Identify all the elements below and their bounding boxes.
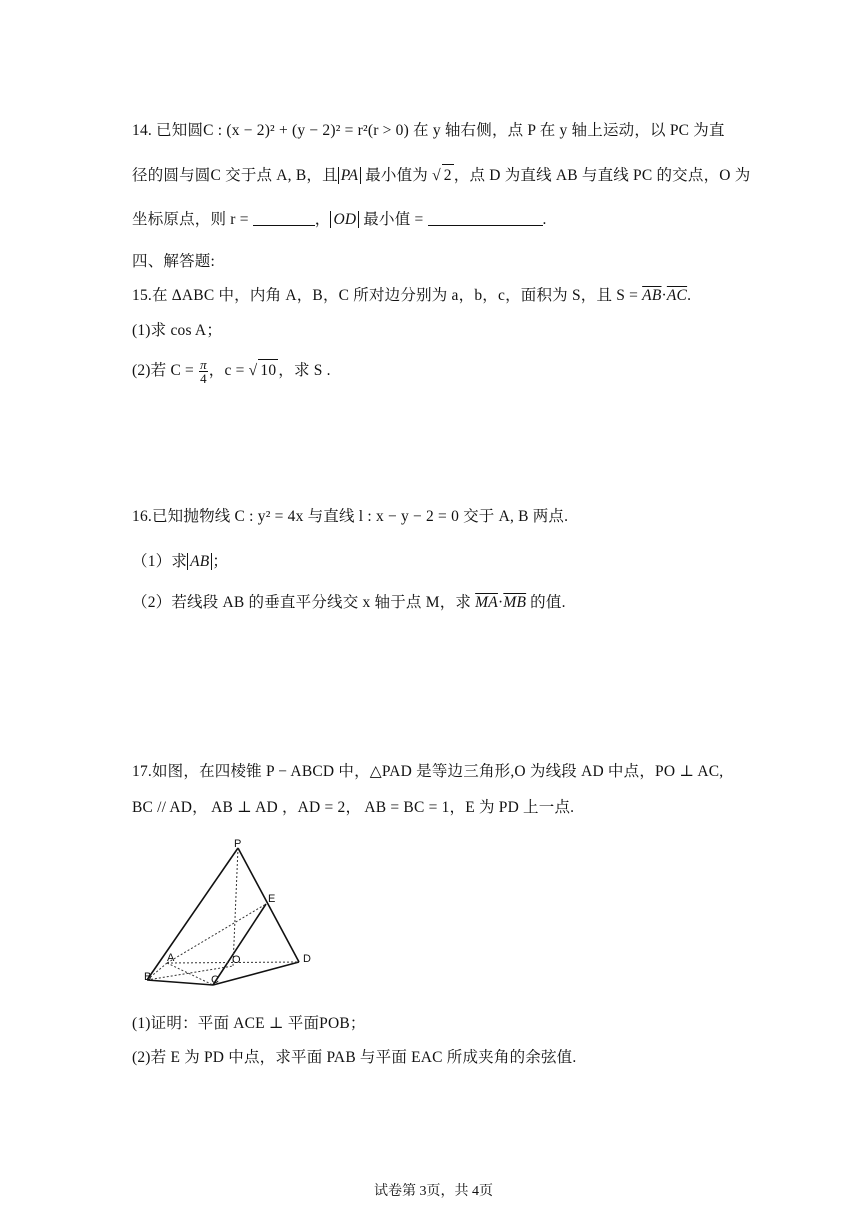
q15-part1: (1)求 cos A； — [132, 322, 223, 339]
q17-line1: 17.如图，在四棱锥 P − ABCD 中，△PAD 是等边三角形,O 为线段 AD 中点，PO ⊥ AC, — [132, 763, 724, 780]
label-P: P — [234, 838, 242, 850]
label-B: B — [144, 971, 152, 983]
q14-line2: 径的圆与圆C 交于点 A, B，且 PA 最小值为 √ 2 ，点 D 为直线 AB 与直线 PC 的交点，O 为 — [132, 164, 750, 187]
pyramid-figure — [135, 838, 325, 988]
q16-part2: （2）若线段 AB 的垂直平分线交 x 轴于点 M，求 $\overline{MA}\cdot\overline{MB}$ 的值. — [132, 594, 566, 611]
label-C: C — [211, 974, 219, 986]
q16-line1: 16.已知抛物线 C : y² = 4x 与直线 l : x − y − 2 = 0 交于 A, B 两点. — [132, 508, 569, 525]
q17-line2: BC // AD， AB ⊥ AD ，AD = 2， AB = BC = 1，E 为 PD 上一点. — [132, 799, 575, 816]
answer-blank-r[interactable] — [253, 211, 315, 226]
q14-line1: 14. 已知圆C : (x − 2)² + (y − 2)² = r²(r > 0) 在 y 轴右侧，点 P 在 y 轴上运动，以 PC 为直 — [132, 122, 725, 139]
label-D: D — [303, 953, 311, 965]
section-heading: 四、解答题: — [132, 253, 216, 270]
q17-part1: (1)证明：平面 ACE ⊥ 平面POB； — [132, 1015, 366, 1032]
fraction-pi-over-4: $\frac{\pi}{4}$ — [200, 357, 207, 386]
page-footer: 试卷第 3页，共 4页 — [374, 1184, 493, 1199]
label-O: O — [232, 954, 241, 966]
answer-blank-od[interactable] — [428, 211, 543, 226]
label-A: A — [167, 952, 175, 964]
q14-line3: 坐标原点，则 r = ， OD 最小值 = . — [132, 211, 547, 228]
q17-part2: (2)若 E 为 PD 中点，求平面 PAB 与平面 EAC 所成夹角的余弦值. — [132, 1049, 577, 1066]
q16-part1: （1）求 AB ； — [132, 553, 229, 570]
q15-part2: (2)若 C = $\frac{\pi}{4}$ ，c = √ 10 ，求 S . — [132, 357, 331, 386]
q15-line1: 15.在 ΔABC 中，内角 A，B，C 所对边分别为 a，b，c，面积为 S，且 $S = \overline{AB}\cdot\overline{AC}$. — [132, 287, 692, 304]
label-E: E — [268, 893, 276, 905]
